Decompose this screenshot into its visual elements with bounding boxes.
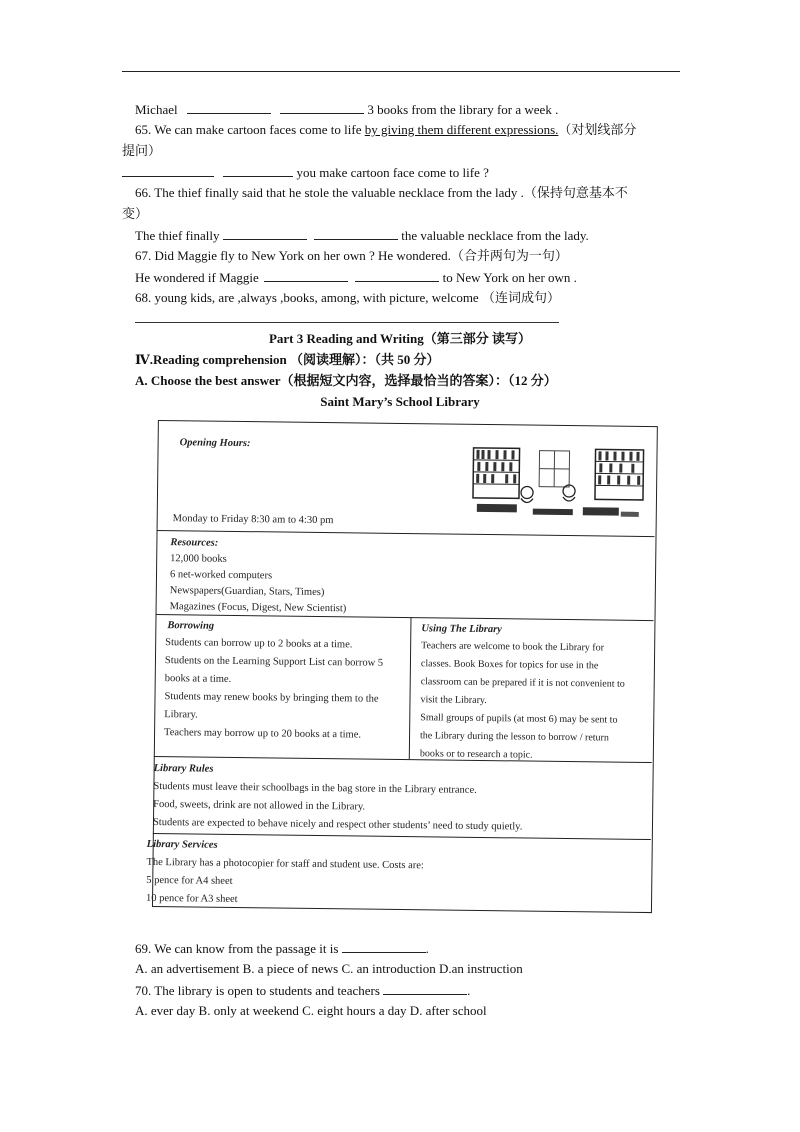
services-heading: Library Services — [146, 838, 218, 851]
resource-item: Magazines (Focus, Digest, New Scientist) — [169, 601, 347, 615]
q66-answer-tail: the valuable necklace from the lady. — [401, 228, 589, 243]
resource-item: Newspapers(Guardian, Stars, Times) — [169, 585, 325, 599]
q65-prefix: 65. We can make cartoon faces come to life — [135, 122, 365, 137]
q65-blank-2[interactable] — [223, 164, 293, 177]
borrowing-line: Students can borrow up to 2 books at a time. — [165, 637, 353, 651]
borrowing-line: Teachers may borrow up to 20 books at a time. — [164, 727, 362, 741]
using-line: classroom can be prepared if it is not convenient to — [420, 676, 625, 690]
borrowing-line: Students may renew books by bringing them to the — [164, 691, 379, 705]
q65-underlined-phrase: by giving them different expressions. — [364, 122, 559, 137]
q67-question: 67. Did Maggie fly to New York on her own ? He wondered.（合并两句为一句） — [135, 248, 568, 263]
q66-instruction-cont: 变） — [122, 206, 149, 221]
using-line: the Library during the lesson to borrow / return — [419, 730, 609, 744]
q65-answer-line — [122, 164, 489, 181]
rules-heading: Library Rules — [153, 762, 214, 775]
q66-blank-2[interactable] — [314, 227, 398, 240]
section-a-heading: A. Choose the best answer（根据短文内容，选择最恰当的答案）：（12 分） — [135, 373, 557, 388]
q67-blank-2[interactable] — [355, 269, 439, 282]
using-line: Teachers are welcome to book the Library for — [421, 640, 605, 654]
q66-question: 66. The thief finally said that he stole the valuable necklace from the lady .（保持句意基本不 — [135, 185, 628, 200]
service-line: 5 pence for A4 sheet — [146, 874, 233, 887]
q66-answer-start: The thief finally — [135, 228, 220, 243]
q68-answer-rule[interactable] — [135, 322, 559, 323]
service-line: The Library has a photocopier for staff and student use. Costs are: — [146, 856, 424, 872]
q70-options: A. ever day B. only at weekend C. eight hours a day D. after school — [135, 1003, 487, 1018]
q69-blank[interactable] — [342, 940, 426, 953]
q67-answer-start: He wondered if Maggie — [135, 270, 259, 285]
library-illustration-icon — [471, 444, 647, 524]
q67-answer-line — [135, 269, 577, 286]
q67-blank-1[interactable] — [264, 269, 348, 282]
q64-tail: 3 books from the library for a week . — [367, 102, 559, 117]
q69-options: A. an advertisement B. a piece of news C. an introduction D.an instruction — [135, 961, 523, 976]
part3-heading: Part 3 Reading and Writing（第三部分 读写） — [268, 331, 532, 346]
q66-answer-line — [135, 227, 589, 244]
borrowing-heading: Borrowing — [167, 620, 215, 632]
library-notice — [145, 412, 658, 913]
using-heading: Using The Library — [421, 623, 502, 636]
borrowing-line: books at a time. — [164, 673, 232, 685]
q69-question: 69. We can know from the passage it is . — [135, 941, 429, 956]
q64-blank-1[interactable] — [187, 101, 271, 114]
q65-answer-tail: you make cartoon face come to life ? — [296, 165, 489, 180]
q64-blank-2[interactable] — [280, 101, 364, 114]
q66-blank-1[interactable] — [223, 227, 307, 240]
notice-title: Saint Mary’s School Library — [320, 394, 480, 409]
using-line: books or to research a topic. — [419, 748, 533, 761]
q65-question — [135, 122, 636, 138]
q68-question: 68. young kids, are ,always ,books, among, with picture, welcome （连词成句） — [135, 290, 560, 305]
opening-heading: Opening Hours: — [179, 437, 251, 450]
borrowing-line: Library. — [164, 709, 198, 721]
q67-answer-tail: to New York on her own . — [442, 270, 577, 285]
using-line: Small groups of pupils (at most 6) may be sent to — [420, 712, 618, 726]
q64-label: Michael — [135, 102, 178, 117]
q65-instruction-cont: 提问） — [122, 143, 162, 158]
q65-instruction: （对划线部分 — [558, 122, 637, 137]
q70-blank[interactable] — [383, 982, 467, 995]
using-line: classes. Book Boxes for topics for use in the — [420, 658, 599, 672]
opening-value: Monday to Friday 8:30 am to 4:30 pm — [172, 513, 334, 527]
rule-line: Students must leave their schoolbags in the bag store in the Library entrance. — [153, 780, 477, 796]
q70-question: 70. The library is open to students and teachers . — [135, 983, 471, 998]
q65-blank-1[interactable] — [122, 164, 214, 177]
rule-line: Students are expected to behave nicely and respect other students’ need to study quietly. — [152, 816, 523, 833]
resource-item: 6 net-worked computers — [169, 569, 273, 582]
using-line: visit the Library. — [420, 694, 487, 707]
resources-heading: Resources: — [170, 537, 219, 549]
q69-stem: 69. We can know from the passage it is — [135, 941, 339, 956]
section-iv-heading: Ⅳ.Reading comprehension （阅读理解）：（共 50 分） — [135, 352, 440, 367]
q64-answer-line — [135, 101, 558, 118]
borrowing-line: Students on the Learning Support List can borrow 5 — [164, 655, 384, 669]
rule-line: Food, sweets, drink are not allowed in the Library. — [153, 798, 366, 813]
resource-item: 12,000 books — [170, 553, 227, 565]
q70-stem: 70. The library is open to students and teachers — [135, 983, 380, 998]
top-rule — [122, 71, 680, 72]
service-line: 10 pence for A3 sheet — [145, 892, 238, 906]
